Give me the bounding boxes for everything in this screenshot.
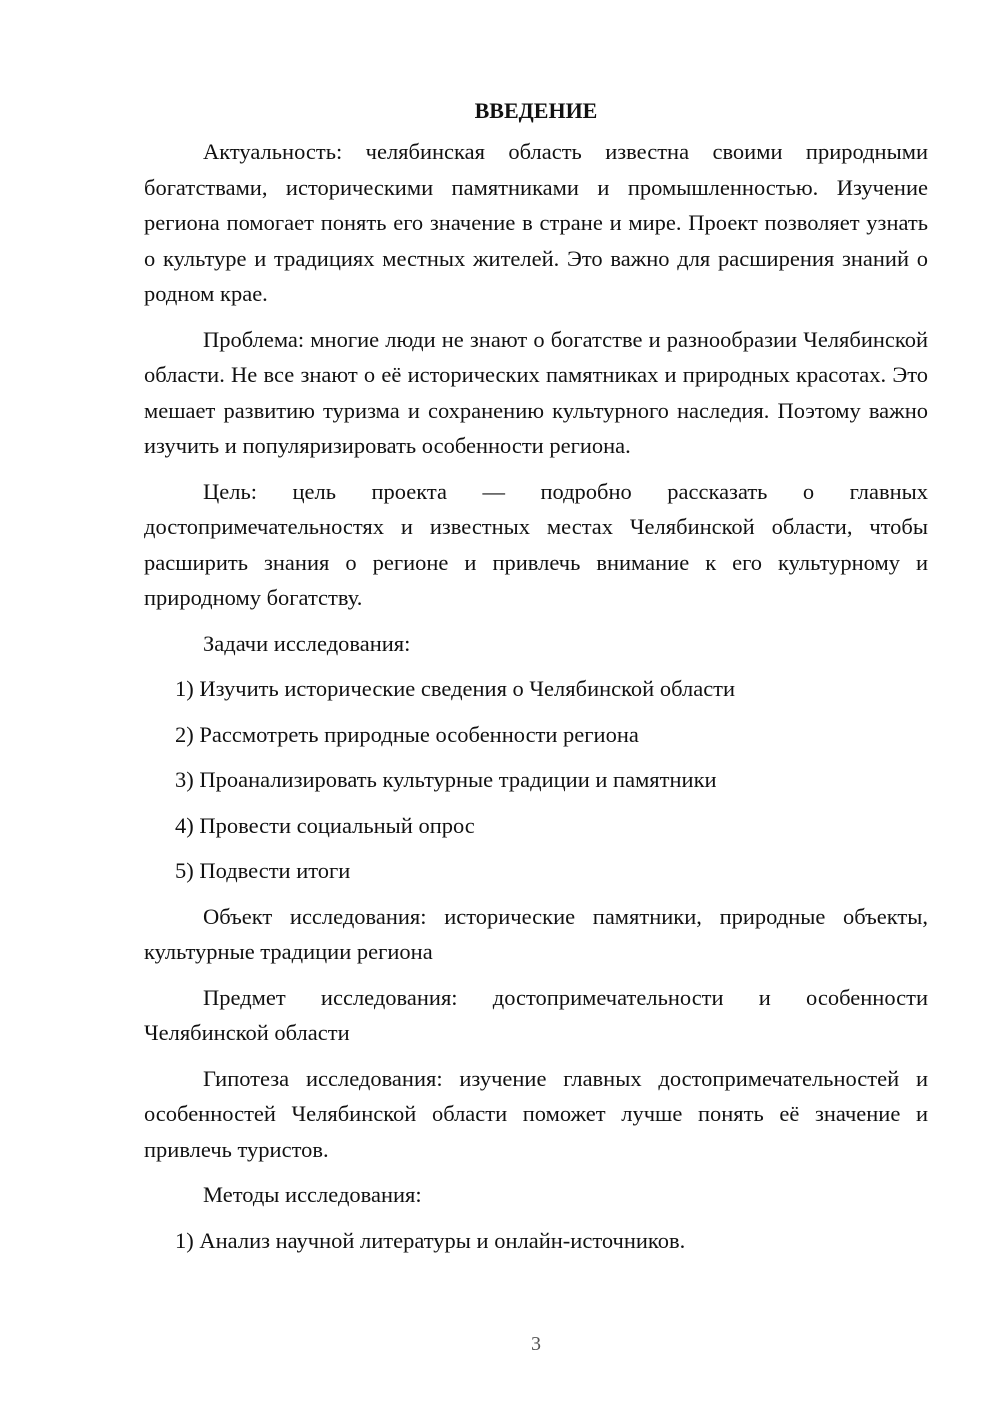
hypothesis-paragraph: Гипотеза исследования: изучение главных достопримечательностей и особенностей Челябинской области поможет лучше понять её значение и привлечь туристов. [144,1065,928,1162]
page-title: ВВЕДЕНИЕ [474,98,598,123]
list-item: 5) Подвести итоги [175,858,351,883]
methods-list [144,1223,928,1259]
list-item: 4) Провести социальный опрос [175,812,475,838]
document-page [144,96,928,1268]
relevance-paragraph: Актуальность: челябинская область известна своими природными богатствами, историческими памятниками и промышленностью. Изучение региона помогает понять его значение в стране и мире. Проект позволяет узнать о культуре и традициях местных жителей. Это важно для расширения знаний о родном крае. [144,139,928,306]
tasks-list [144,671,928,889]
object-paragraph: Объект исследования: исторические памятники, природные объекты, культурные традиции региона [144,903,928,964]
list-item: 2) Рассмотреть природные особенности региона [175,721,639,747]
list-item: 1) Изучить исторические сведения о Челябинской области [175,676,736,701]
tasks-heading: Задачи исследования: [203,630,411,656]
problem-paragraph: Проблема: многие люди не знают о богатстве и разнообразии Челябинской области. Не все знают о её исторических памятниках и природных красотах. Это мешает развитию туризма и сохранению культурного наследия. Поэтому важно изучить и популяризировать особенности региона. [144,326,928,458]
subject-paragraph: Предмет исследования: достопримечательности и особенности Челябинской области [144,984,928,1045]
methods-heading: Методы исследования: [203,1182,422,1207]
page-number: 3 [531,1333,541,1355]
list-item: 1) Анализ научной литературы и онлайн-источников. [175,1227,686,1253]
goal-paragraph: Цель: цель проекта — подробно рассказать о главных достопримечательностях и известных местах Челябинской области, чтобы расширить знания о регионе и привлечь внимание к его культурному и природному богатству. [144,478,928,610]
list-item: 3) Проанализировать культурные традиции и памятники [175,767,717,792]
